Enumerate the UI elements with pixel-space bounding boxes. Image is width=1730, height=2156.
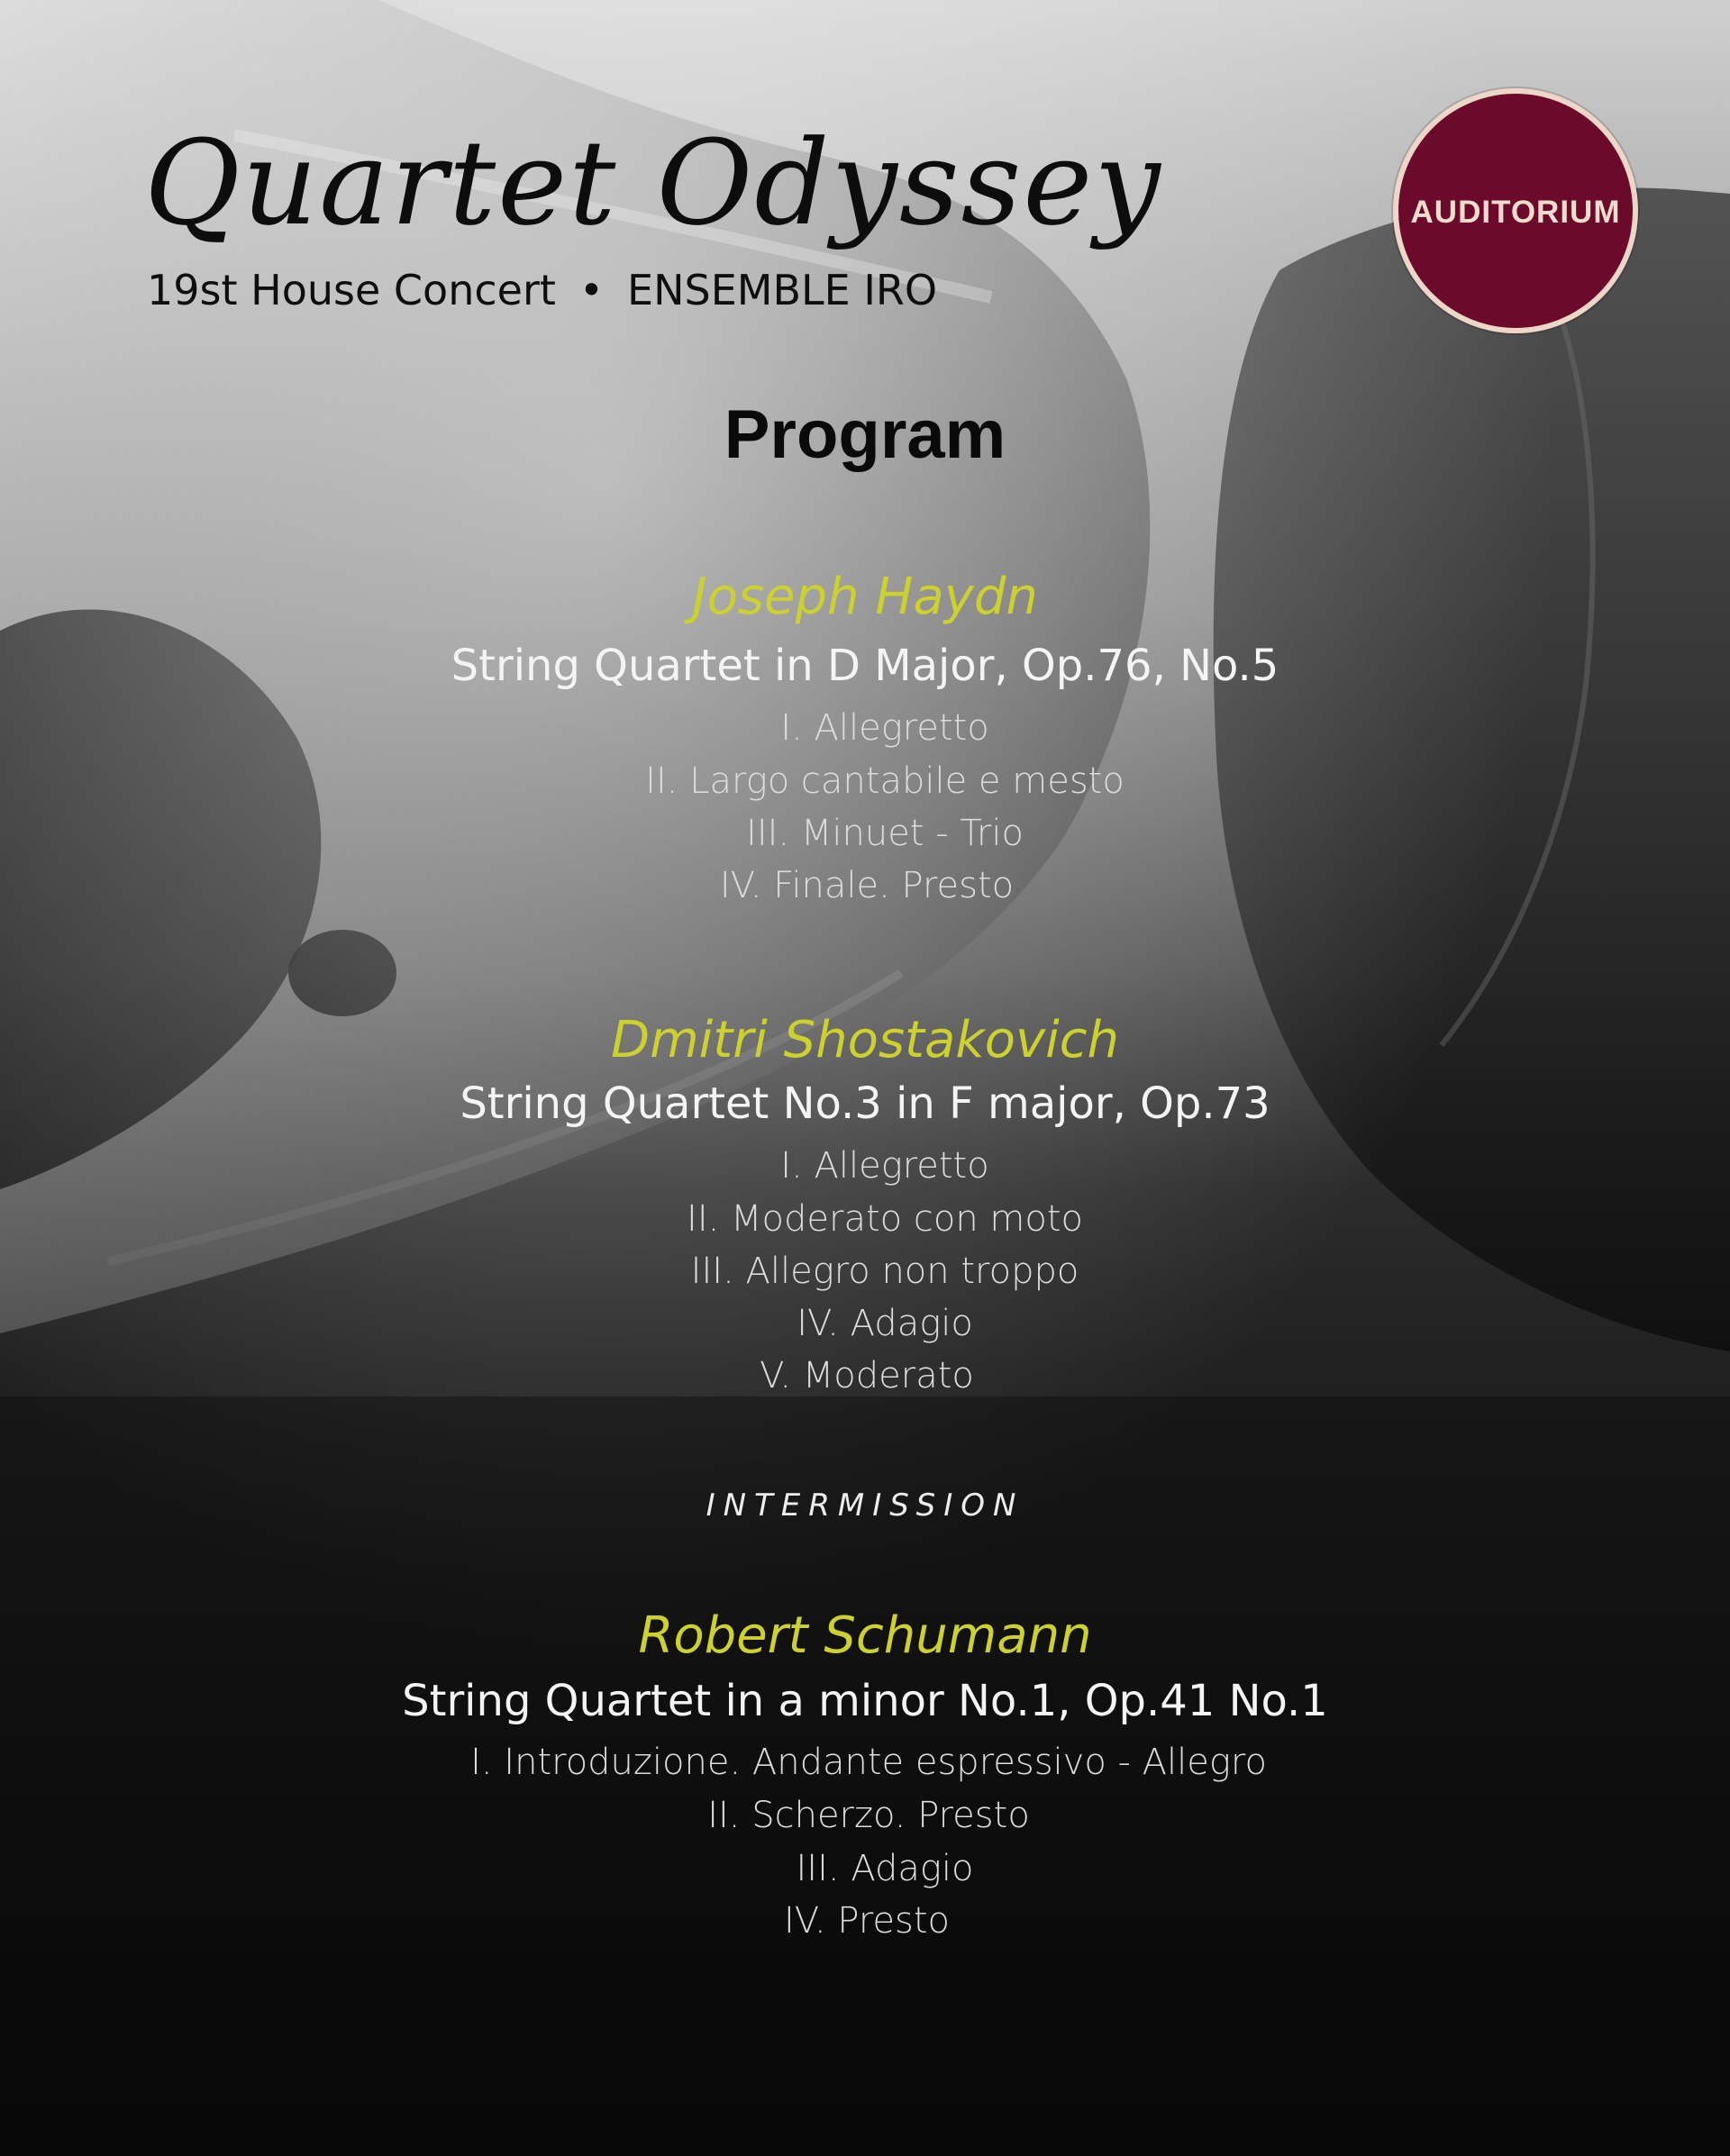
movement-item: I. Allegretto — [780, 1145, 989, 1187]
movement-item: IV. Adagio — [797, 1303, 973, 1344]
movement-item: III. Allegro non troppo — [690, 1251, 1079, 1292]
movement-item: II. Moderato con moto — [687, 1198, 1083, 1240]
concert-subtitle — [147, 264, 937, 316]
bullet-separator: • — [578, 266, 605, 314]
work-shostakovich: String Quartet No.3 in F major, Op.73 — [460, 1078, 1270, 1129]
movement-item: II. Scherzo. Presto — [707, 1795, 1030, 1836]
ensemble-name: ENSEMBLE IRO — [627, 266, 938, 314]
concert-number: 19st House Concert — [147, 266, 556, 314]
movement-item: IV. Finale. Presto — [719, 865, 1015, 906]
composer-haydn: Joseph Haydn — [692, 568, 1038, 626]
work-schumann: String Quartet in a minor No.1, Op.41 No.1 — [402, 1676, 1328, 1726]
concert-title: Quartet Odyssey — [144, 114, 1162, 251]
composer-shostakovich: Dmitri Shostakovich — [611, 1011, 1119, 1069]
movement-item: I. Allegretto — [780, 707, 989, 749]
movement-item: IV. Presto — [783, 1900, 951, 1942]
composer-schumann: Robert Schumann — [638, 1606, 1092, 1665]
auditorium-badge-label: AUDITORIUM — [1410, 195, 1621, 230]
movement-item: V. Moderato — [760, 1355, 974, 1396]
movement-item: II. Largo cantabile e mesto — [645, 760, 1124, 802]
movement-item: III. Minuet - Trio — [746, 813, 1024, 854]
intermission-label: INTERMISSION — [706, 1487, 1024, 1524]
auditorium-badge — [1393, 88, 1638, 333]
movement-item: III. Adagio — [796, 1848, 974, 1889]
work-haydn: String Quartet in D Major, Op.76, No.5 — [451, 641, 1279, 691]
movement-item: I. Introduzione. Andante espressivo - Allegro — [470, 1742, 1267, 1783]
program-heading: Program — [724, 396, 1006, 473]
